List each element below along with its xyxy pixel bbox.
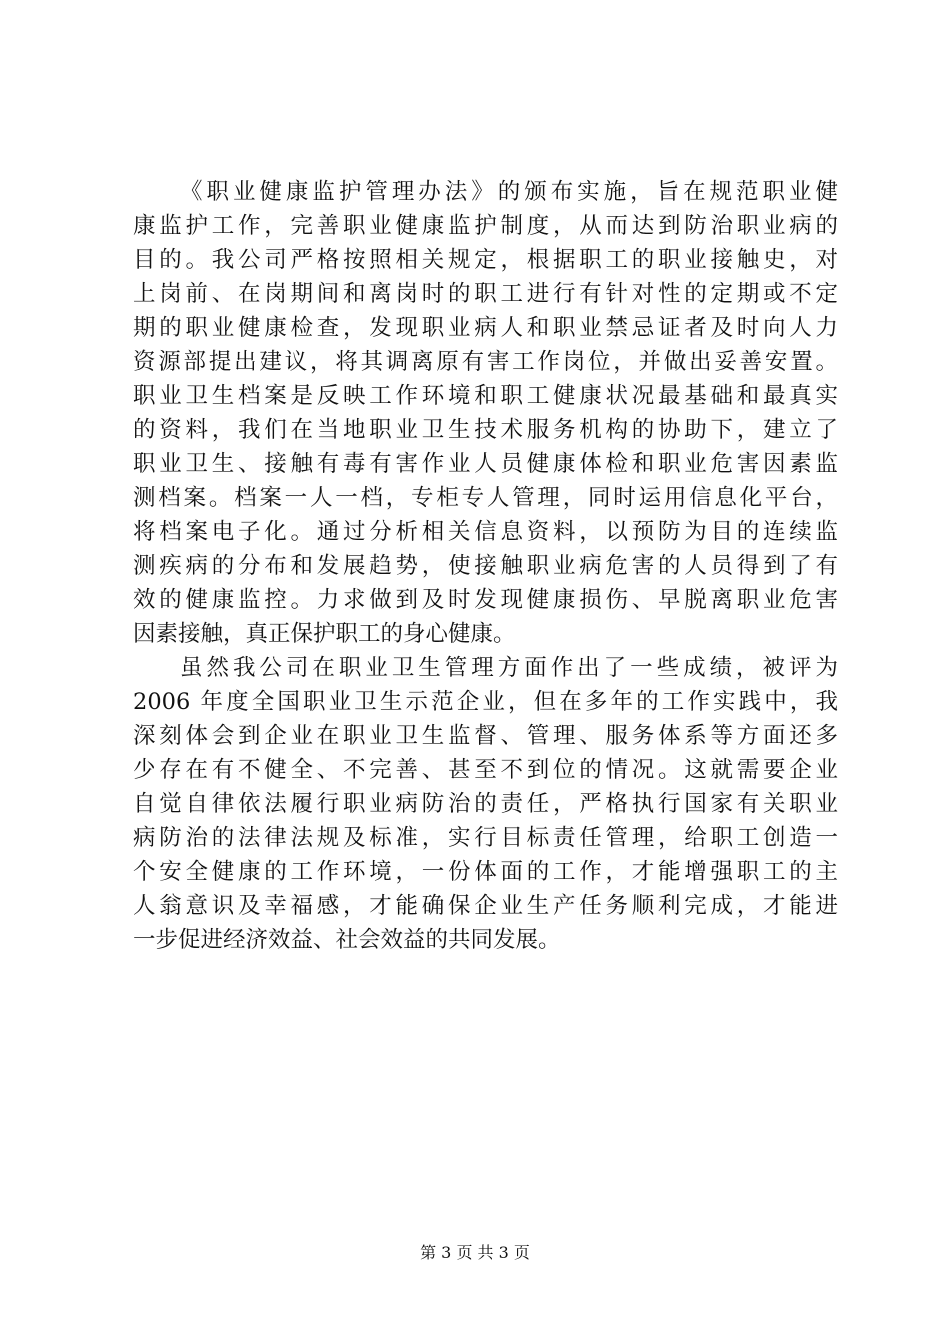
paragraph-1-line-10: 测档案。档案一人一档，专柜专人管理，同时运用信息化平台， bbox=[133, 485, 838, 511]
page-number-footer: 第 3 页 共 3 页 bbox=[420, 1243, 530, 1262]
paragraph-1-line-4: 上岗前、在岗期间和离岗时的职工进行有针对性的定期或不定 bbox=[133, 281, 838, 307]
paragraph-1-line-8: 的资料，我们在当地职业卫生技术服务机构的协助下，建立了 bbox=[133, 417, 838, 443]
paragraph-2-line-3: 深刻体会到企业在职业卫生监督、管理、服务体系等方面还多 bbox=[133, 723, 838, 749]
paragraph-1-line-12: 测疾病的分布和发展趋势，使接触职业病危害的人员得到了有 bbox=[133, 553, 838, 579]
paragraph-2-line-2: 2006 年度全国职业卫生示范企业，但在多年的工作实践中，我 bbox=[133, 689, 838, 715]
document-body bbox=[133, 175, 838, 957]
paragraph-2-line-1: 虽然我公司在职业卫生管理方面作出了一些成绩，被评为 bbox=[180, 655, 838, 681]
paragraph-2-line-7: 个安全健康的工作环境，一份体面的工作，才能增强职工的主 bbox=[133, 859, 838, 885]
paragraph-1-line-6: 资源部提出建议，将其调离原有害工作岗位，并做出妥善安置。 bbox=[133, 349, 838, 375]
paragraph-1-line-11: 将档案电子化。通过分析相关信息资料，以预防为目的连续监 bbox=[133, 519, 838, 545]
paragraph-1-line-7: 职业卫生档案是反映工作环境和职工健康状况最基础和最真实 bbox=[133, 383, 838, 409]
paragraph-1-line-3: 目的。我公司严格按照相关规定，根据职工的职业接触史，对 bbox=[133, 247, 838, 273]
paragraph-1-line-9: 职业卫生、接触有毒有害作业人员健康体检和职业危害因素监 bbox=[133, 451, 838, 477]
paragraph-1-line-5: 期的职业健康检查，发现职业病人和职业禁忌证者及时向人力 bbox=[133, 315, 838, 341]
paragraph-1-line-13: 效的健康监控。力求做到及时发现健康损伤、早脱离职业危害 bbox=[133, 587, 838, 613]
paragraph-2-line-5: 自觉自律依法履行职业病防治的责任，严格执行国家有关职业 bbox=[133, 791, 838, 817]
paragraph-2-line-8: 人翁意识及幸福感，才能确保企业生产任务顺利完成，才能进 bbox=[133, 893, 838, 919]
paragraph-1-line-14: 因素接触，真正保护职工的身心健康。 bbox=[133, 621, 516, 647]
paragraph-1-line-1: 《职业健康监护管理办法》的颁布实施，旨在规范职业健 bbox=[180, 179, 838, 205]
paragraph-2-line-4: 少存在有不健全、不完善、甚至不到位的情况。这就需要企业 bbox=[133, 757, 838, 783]
paragraph-1-line-2: 康监护工作，完善职业健康监护制度，从而达到防治职业病的 bbox=[133, 213, 838, 239]
paragraph-2-line-9: 一步促进经济效益、社会效益的共同发展。 bbox=[133, 927, 561, 953]
paragraph-2-line-6: 病防治的法律法规及标准，实行目标责任管理，给职工创造一 bbox=[133, 825, 838, 851]
